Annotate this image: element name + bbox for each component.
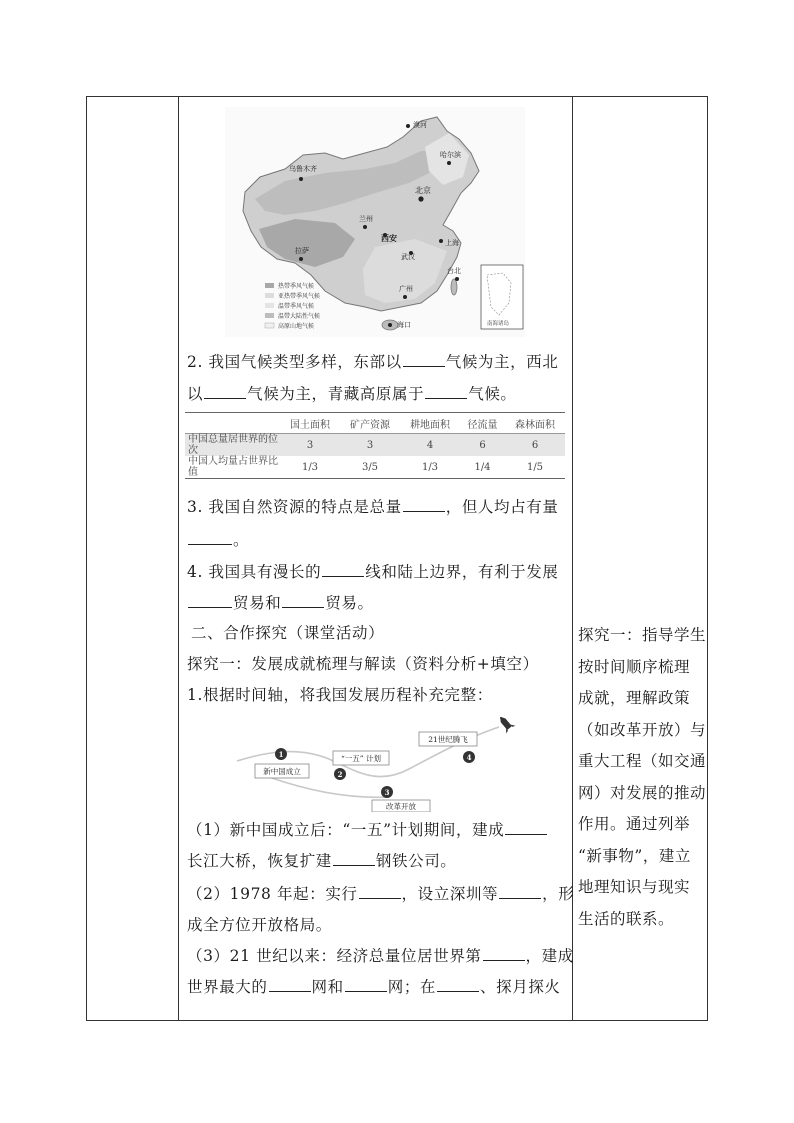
svg-text:温带季风气候: 温带季风气候 [278,303,315,310]
map-city-label: 拉萨 [295,247,309,255]
resource-table [185,412,565,479]
fill-3-line-1: （3）21 世纪以来：经济总量位居世界第 ，建成 [187,943,574,969]
teaching-notes-column [578,620,707,935]
note-line: 生活的联系。 [578,909,675,928]
content-column [181,97,575,1020]
question-4-line-1: 4. 我国具有漫长的 线和陆上边界，有利于发展 [187,559,558,585]
south-china-sea-inset [481,265,523,329]
china-climate-map [225,107,525,337]
item-1-prompt: 1.根据时间轴，将我国发展历程补充完整： [187,686,493,704]
answer-blank[interactable] [204,382,246,399]
map-city-label: 广州 [399,285,413,293]
svg-text:热带季风气候: 热带季风气候 [278,283,315,290]
map-city-label: 海口 [397,321,411,329]
rocket-icon [495,717,515,733]
question-4-line-2: 贸易和 贸易。 [187,590,374,616]
table-row: 中国人均量占世界比值 1/3 3/5 1/3 1/4 1/5 [185,456,565,479]
map-city-label: 漠河 [413,121,427,129]
answer-blank[interactable] [403,495,445,512]
answer-blank[interactable] [483,944,525,961]
note-line: 作用。通过列举 [578,815,691,833]
note-line: 重大工程（如交通 [578,752,707,770]
note-line: 按时间顺序梳理 [578,657,691,676]
note-line: 成就，理解政策 [578,689,691,707]
fill-1-line-1: （1）新中国成立后：“一五”计划期间，建成 [187,817,548,843]
answer-blank[interactable] [425,382,467,399]
svg-text:1: 1 [278,750,284,759]
fill-2-line-1: （2）1978 年起：实行 ，设立深圳等 ，形 [187,881,574,907]
svg-text:2: 2 [337,770,343,779]
svg-text:温带大陆性气候: 温带大陆性气候 [278,313,321,320]
answer-blank[interactable] [359,882,401,899]
answer-blank[interactable] [188,528,232,545]
svg-text:亚热带季风气候: 亚热带季风气候 [278,293,321,300]
answer-blank[interactable] [345,975,387,992]
table-header: 耕地面积 [400,413,460,434]
map-city-label: 武汉 [401,253,415,261]
map-city-label: 北京 [415,186,431,195]
answer-blank[interactable] [403,350,445,367]
answer-blank[interactable] [437,975,479,992]
svg-text:4: 4 [466,753,472,762]
timeline-node-label: 新中国成立 [263,767,301,776]
section-heading: 二、合作探究（课堂活动） [191,624,385,642]
map-city-label: 乌鲁木齐 [289,165,317,173]
table-header: 森林面积 [505,413,565,434]
note-line: 地理知识与现实 [578,878,691,896]
svg-text:高原山地气候: 高原山地气候 [278,323,315,330]
note-line: 网）对发展的推动 [578,783,707,802]
svg-text:南海诸岛: 南海诸岛 [487,321,510,327]
table-header: 矿产资源 [340,413,400,434]
answer-blank[interactable] [282,591,324,608]
question-2-line-1: 2. 我国气候类型多样，东部以 气候为主，西北 [187,349,558,375]
fill-3-line-2: 世界最大的 网和 网；在 、探月探火 [187,974,561,1000]
development-timeline [229,717,529,812]
question-3-line-2: 。 [187,527,249,553]
svg-text:3: 3 [384,788,390,797]
answer-blank[interactable] [269,975,311,992]
table-row: 中国总量居世界的位次 3 3 4 6 6 [185,434,565,457]
map-city-label: 哈尔滨 [440,151,461,159]
timeline-node-label: “一五” 计划 [340,754,382,763]
fill-1-line-2: 长江大桥，恢复扩建 钢铁公司。 [187,848,456,874]
map-city-label: 上海 [445,239,459,247]
question-2-line-2: 以 气候为主，青藏高原属于 气候。 [187,381,517,407]
answer-blank[interactable] [188,591,232,608]
timeline-node-label: 21世纪腾飞 [428,735,468,744]
timeline-node-label: 改革开放 [386,802,416,811]
question-3-line-1: 3. 我国自然资源的特点是总量 ，但人均占有量 [187,494,558,520]
map-city-label: 西安 [381,233,397,243]
answer-blank[interactable] [333,849,375,866]
map-city-label: 兰州 [359,215,373,223]
map-city-label: 台北 [447,267,461,275]
answer-blank[interactable] [505,818,547,835]
explore-heading: 探究一：发展成就梳理与解读（资料分析+填空） [187,655,539,673]
note-line: （如改革开放）与 [578,720,707,739]
answer-blank[interactable] [499,882,541,899]
note-line: “新事物”，建立 [578,846,691,865]
column-divider-left [178,96,179,1021]
table-header: 径流量 [460,413,505,434]
answer-blank[interactable] [322,560,364,577]
table-header: 国土面积 [280,413,340,434]
note-line: 探究一：指导学生 [578,626,707,644]
fill-2-line-2: 成全方位开放格局。 [187,916,332,934]
